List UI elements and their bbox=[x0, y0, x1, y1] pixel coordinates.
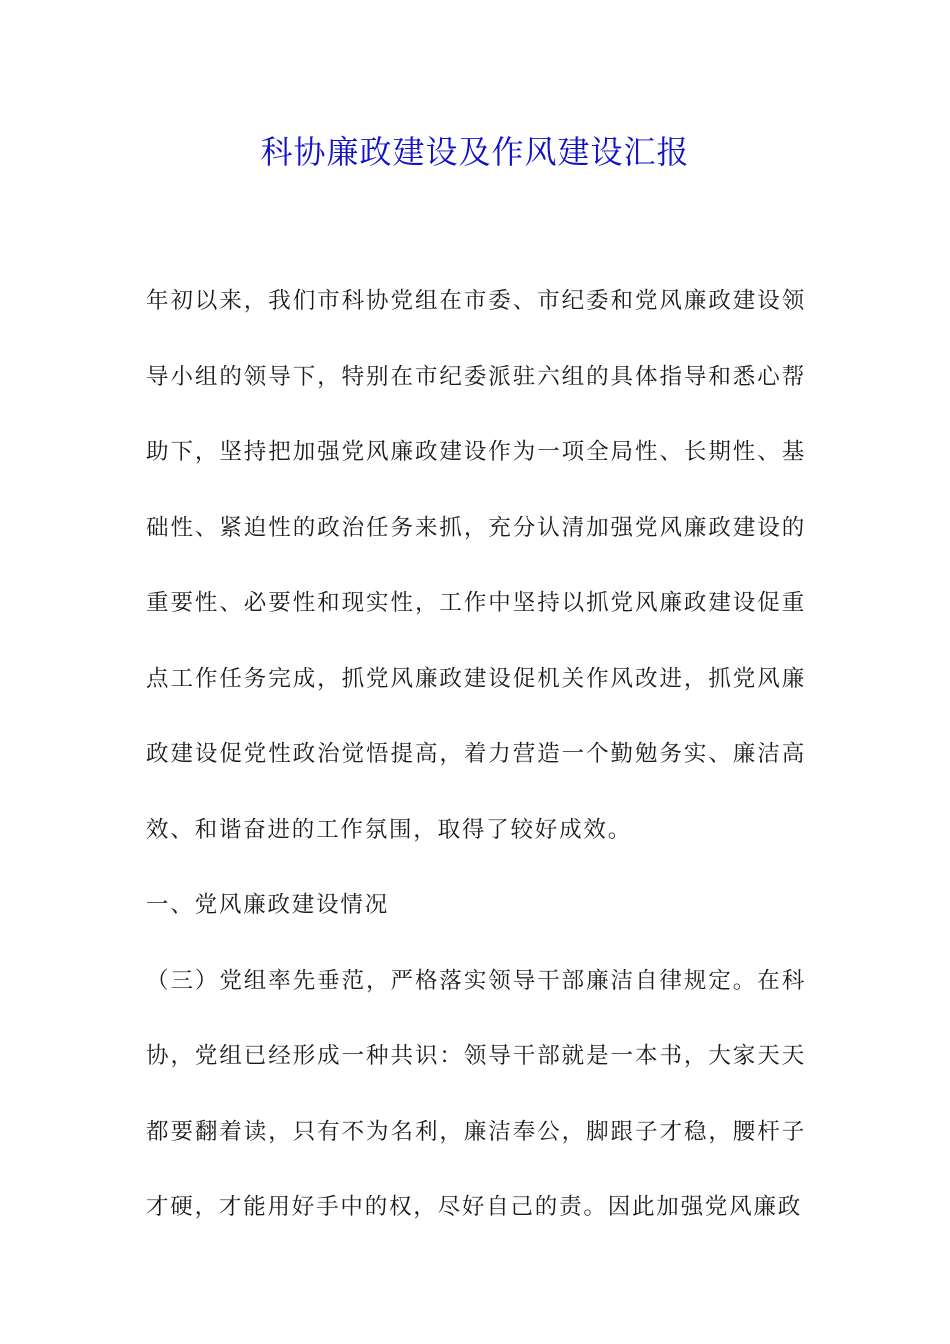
document-body bbox=[146, 264, 806, 1246]
document-title: 科协廉政建设及作风建设汇报 bbox=[260, 133, 690, 171]
section-heading: 一、党风廉政建设情况 bbox=[146, 892, 390, 918]
section-paragraph: （三）党组率先垂范，严格落实领导干部廉洁自律规定。在科协，党组已经形成一种共识：领导干部就是一本书，大家天天都要翻着读，只有不为名利，廉洁奉公，脚跟子才稳，腰杆子才硬，才能用好手中的权，尽好自己的责。因此加强党风廉政 bbox=[146, 967, 806, 1220]
intro-paragraph: 年初以来，我们市科协党组在市委、市纪委和党风廉政建设领导小组的领导下，特别在市纪委派驻六组的具体指导和悉心帮助下，坚持把加强党风廉政建设作为一项全局性、长期性、基础性、紧迫性的政治任务来抓，充分认清加强党风廉政建设的重要性、必要性和现实性，工作中坚持以抓党风廉政建设促重点工作任务完成，抓党风廉政建设促机关作风改进，抓党风廉政建设促党性政治觉悟提高，着力营造一个勤勉务实、廉洁高效、和谐奋进的工作氛围，取得了较好成效。 bbox=[146, 288, 806, 843]
